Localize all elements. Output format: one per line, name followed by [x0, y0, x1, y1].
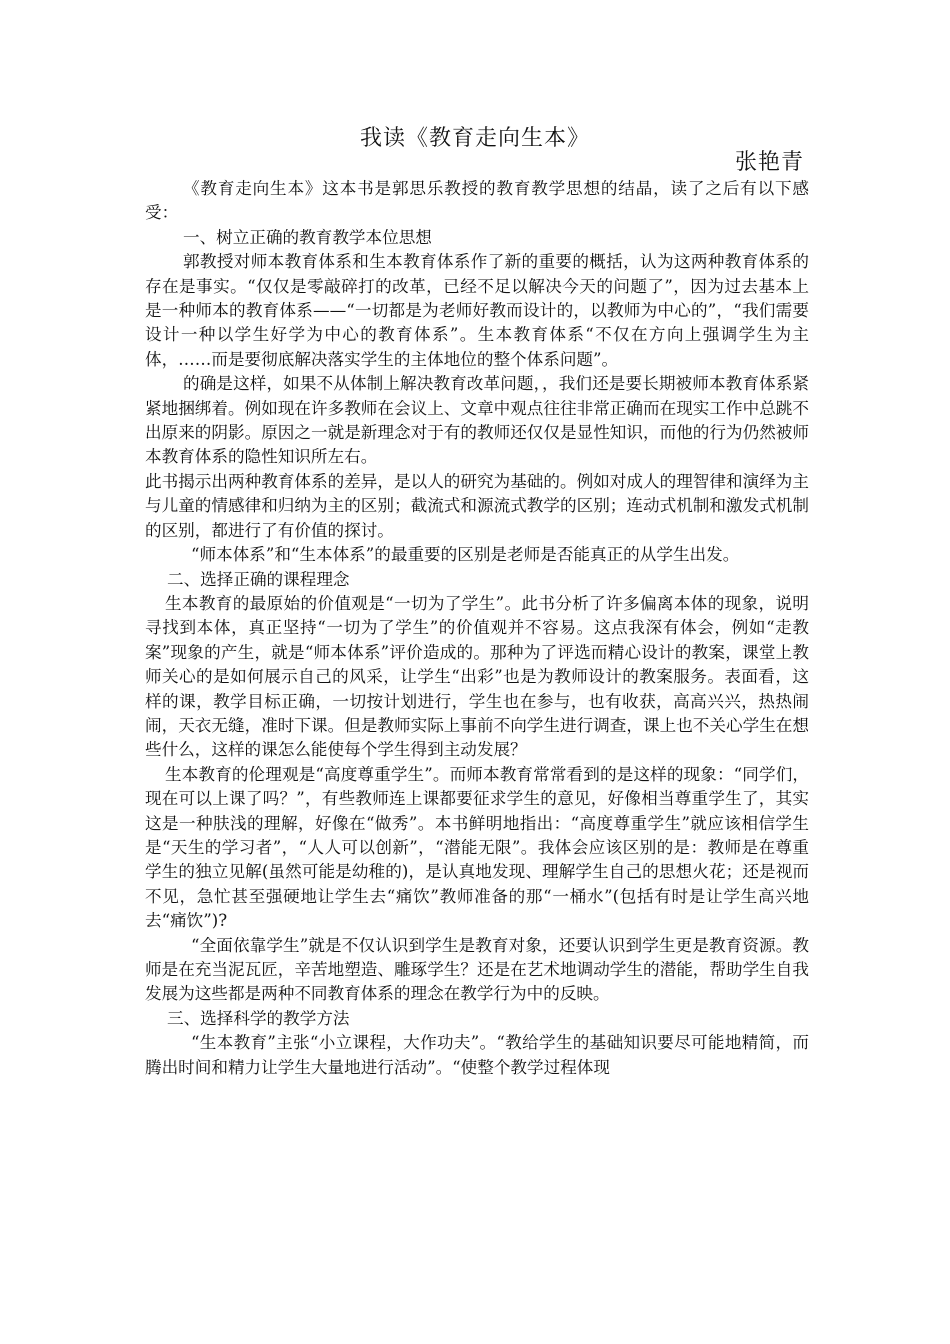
body-paragraph: 此书揭示出两种教育体系的差异，是以人的研究为基础的。例如对成人的理智律和演绎为主与儿童的情感律和归纳为主的区别；截流式和源流式教学的区别；连动式机制和激发式机制的区别，都进行了有价值的探讨。: [145, 471, 809, 540]
body-paragraph: 生本教育的最原始的价值观是“一切为了学生”。此书分析了许多偏离本体的现象，说明寻找到本体，真正坚持“一切为了学生”的价值观并不容易。这点我深有体会，例如“走教案”现象的产生，就是“师本体系”评价造成的。那种为了评选而精心设计的教案，课堂上教师关心的是如何展示自己的风采，让学生“出彩”也是为教师设计的教案服务。表面看，这样的课，教学目标正确，一切按计划进行，学生也在参与，也有收获，高高兴兴，热热闹闹，天衣无缝，准时下课。但是教师实际上事前不向学生进行调查，课上也不关心学生在想些什么，这样的课怎么能使每个学生得到主动发展？: [145, 593, 809, 760]
body-paragraph: 的确是这样，如果不从体制上解决教育改革问题，，我们还是要长期被师本教育体系紧紧地捆绑着。例如现在许多教师在会议上、文章中观点往往非常正确而在现实工作中总跳不出原来的阴影。原因之一就是新理念对于有的教师还仅仅是显性知识，而他的行为仍然被师本教育体系的隐性知识所左右。: [145, 374, 809, 467]
body-paragraph: 郭教授对师本教育体系和生本教育体系作了新的重要的概括，认为这两种教育体系的存在是事实。“仅仅是零敲碎打的改革，已经不足以解决今天的问题了”，因为过去基本上是一种师本的教育体系——“一切都是为老师好教而设计的，以教师为中心的”，“我们需要设计一种以学生好学为中心的教育体系”。生本教育体系“不仅在方向上强调学生为主体，……而是要彻底解决落实学生的主体地位的整个体系问题”。: [145, 252, 809, 369]
document-title: 我读《教育走向生本》: [359, 126, 590, 151]
section-heading-1: 一、树立正确的教育教学本位思想: [183, 227, 432, 247]
author-name: 张艳青: [735, 150, 805, 175]
intro-paragraph: 《教育走向生本》这本书是郭思乐教授的教育教学思想的结晶，读了之后有以下感受：: [145, 179, 809, 223]
body-paragraph: “全面依靠学生”就是不仅认识到学生是教育对象，还要认识到学生更是教育资源。教师是在充当泥瓦匠，辛苦地塑造、雕琢学生？还是在艺术地调动学生的潜能，帮助学生自我发展为这些都是两种不同教育体系的理念在教学行为中的反映。: [145, 935, 809, 1004]
body-paragraph: “生本教育”主张“小立课程，大作功夫”。“教给学生的基础知识要尽可能地精简，而腾出时间和精力让学生大量地进行活动”。“使整个教学过程体现: [145, 1033, 809, 1077]
body-paragraph: 生本教育的伦理观是“高度尊重学生”。而师本教育常常看到的是这样的现象：“同学们，现在可以上课了吗？”，有些教师连上课都要征求学生的意见，好像相当尊重学生了，其实这是一种肤浅的理解，好像在“做秀”。本书鲜明地指出：“高度尊重学生”就应该相信学生是“天生的学习者”，“人人可以创新”，“潜能无限”。我体会应该区别的是：教师是在尊重学生的独立见解(虽然可能是幼稚的)，是认真地发现、理解学生自己的思想火花；还是视而不见，急忙甚至强硬地让学生去“痛饮”教师准备的那“一桶水”(包括有时是让学生高兴地去“痛饮”)?: [145, 764, 809, 931]
section-heading-2: 二、选择正确的课程理念: [167, 569, 350, 589]
document-body: [145, 177, 809, 1080]
section-heading-3: 三、选择科学的教学方法: [167, 1008, 350, 1028]
body-paragraph: “师本体系”和“生本体系”的最重要的区别是老师是否能真正的从学生出发。: [191, 545, 740, 565]
